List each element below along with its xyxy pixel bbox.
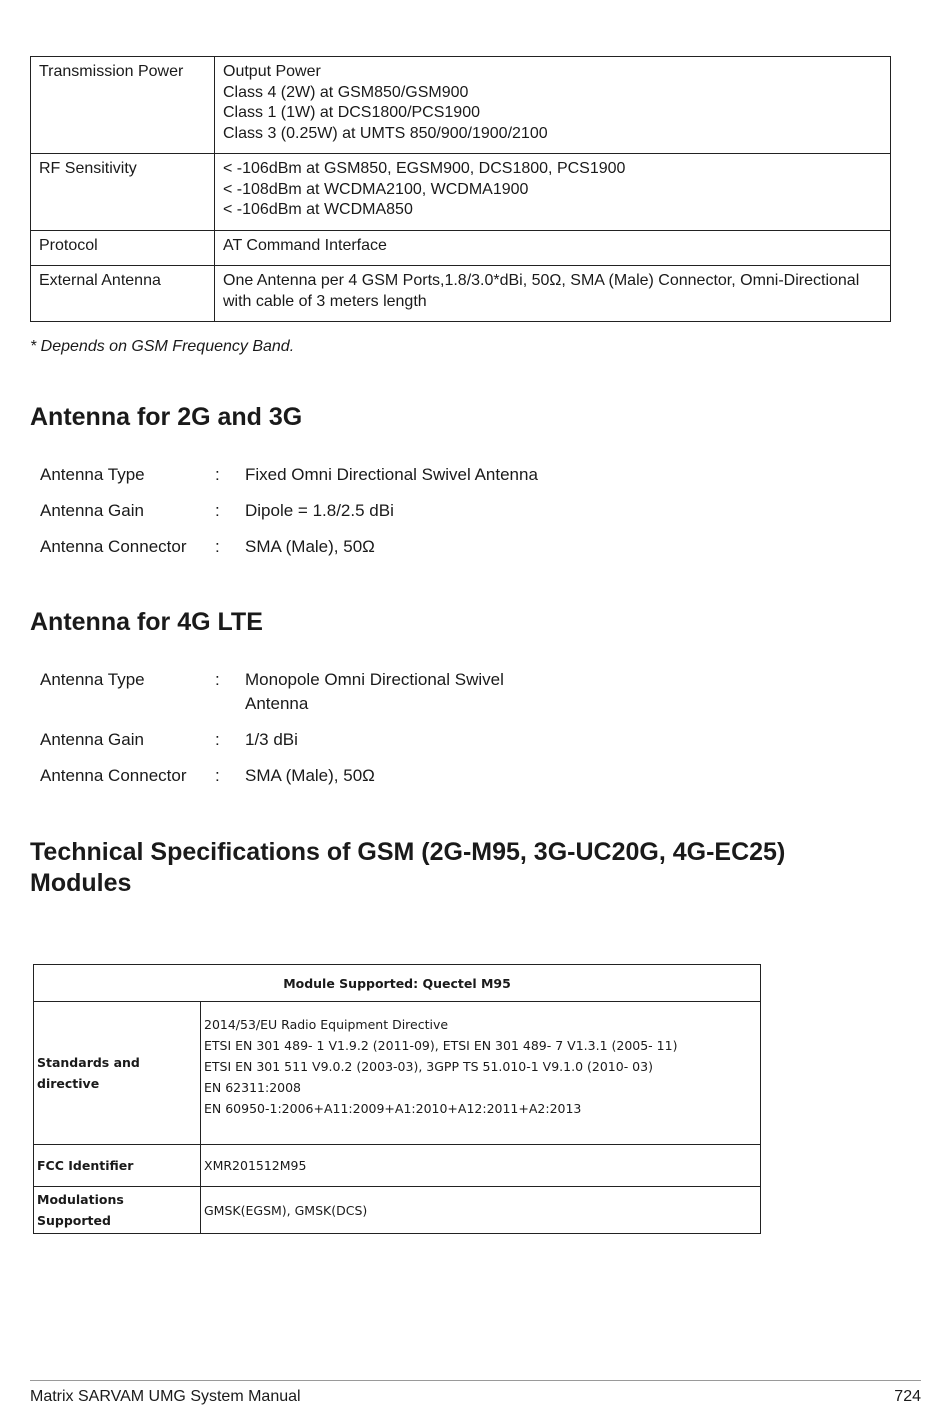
spec-label: External Antenna	[31, 266, 215, 322]
module-table	[33, 964, 761, 1234]
table-header-row	[34, 965, 761, 1002]
spec-table	[30, 56, 891, 322]
heading-line: Technical Specifications of GSM (2G-M95, 3G-UC20G, 4G-EC25)	[30, 838, 786, 866]
footer-divider	[30, 1380, 921, 1381]
standard-line: 2014/53/EU Radio Equipment Directive	[204, 1017, 449, 1032]
kv-key: Antenna Gain	[40, 501, 144, 520]
kv-colon: :	[215, 670, 220, 689]
spec-label: Transmission Power	[31, 57, 215, 154]
section-heading-tech-specs	[30, 837, 785, 899]
kv-colon: :	[215, 501, 220, 520]
table-row	[34, 1002, 761, 1145]
table-row	[34, 1145, 761, 1187]
module-value: GMSK(EGSM), GMSK(DCS)	[201, 1187, 761, 1234]
kv-value: Monopole Omni Directional Swivel Antenna	[245, 670, 504, 713]
module-label: Standards and directive	[34, 1002, 201, 1145]
kv-value: SMA (Male), 50Ω	[245, 766, 375, 785]
spec-value-line: Class 4 (2W) at GSM850/GSM900	[223, 83, 469, 101]
spec-value-line: < -106dBm at WCDMA850	[223, 201, 413, 218]
spec-value-line: Class 1 (1W) at DCS1800/PCS1900	[223, 104, 480, 121]
spec-label: RF Sensitivity	[31, 154, 215, 231]
spec-label: Protocol	[31, 230, 215, 266]
table-row	[31, 57, 891, 154]
kv-value: SMA (Male), 50Ω	[245, 537, 375, 556]
standard-line: ETSI EN 301 511 V9.0.2 (2003-03), 3GPP TS 51.010-1 V9.1.0 (2010- 03)	[204, 1059, 653, 1074]
page-number: 724	[894, 1388, 921, 1405]
module-label: FCC Identifier	[34, 1145, 201, 1187]
standard-line: ETSI EN 301 489- 1 V1.9.2 (2011-09), ETSI EN 301 489- 7 V1.3.1 (2005- 11)	[204, 1038, 678, 1053]
module-value	[201, 1002, 761, 1145]
standard-line: EN 60950-1:2006+A11:2009+A1:2010+A12:2011+A2:2013	[204, 1101, 582, 1116]
spec-value-line: Class 3 (0.25W) at UMTS 850/900/1900/2100	[223, 124, 548, 142]
spec-value-line: AT Command Interface	[223, 236, 387, 254]
table-row	[31, 266, 891, 322]
module-value: XMR201512M95	[201, 1145, 761, 1187]
kv-key: Antenna Type	[40, 670, 145, 689]
section-heading-antenna-2g-3g: Antenna for 2G and 3G	[30, 403, 303, 431]
kv-value: 1/3 dBi	[245, 730, 298, 749]
kv-key: Antenna Type	[40, 465, 145, 484]
section-heading-antenna-4g: Antenna for 4G LTE	[30, 608, 263, 636]
spec-value	[215, 230, 891, 266]
kv-value: Fixed Omni Directional Swivel Antenna	[245, 465, 538, 484]
footnote: * Depends on GSM Frequency Band.	[30, 338, 295, 355]
kv-value: Dipole = 1.8/2.5 dBi	[245, 501, 394, 520]
kv-key: Antenna Connector	[40, 537, 187, 556]
spec-value	[215, 266, 891, 322]
spec-value-line: Output Power	[223, 63, 321, 80]
kv-colon: :	[215, 730, 220, 749]
kv-colon: :	[215, 537, 220, 556]
module-table-header: Module Supported: Quectel M95	[34, 965, 761, 1002]
table-row	[31, 230, 891, 266]
kv-colon: :	[215, 465, 220, 484]
table-row	[31, 154, 891, 231]
spec-value-line: < -106dBm at GSM850, EGSM900, DCS1800, PCS1900	[223, 160, 626, 177]
spec-value	[215, 154, 891, 231]
standard-line: EN 62311:2008	[204, 1080, 302, 1095]
footer-title: Matrix SARVAM UMG System Manual	[30, 1388, 301, 1405]
module-label: Modulations Supported	[34, 1187, 201, 1234]
spec-value	[215, 57, 891, 154]
spec-value-line: < -108dBm at WCDMA2100, WCDMA1900	[223, 180, 529, 198]
kv-key: Antenna Connector	[40, 766, 187, 785]
spec-value-line: One Antenna per 4 GSM Ports,1.8/3.0*dBi, 50Ω, SMA (Male) Connector, Omni-Directional with cable of 3 meters length	[223, 272, 860, 310]
kv-key: Antenna Gain	[40, 730, 144, 749]
table-row	[34, 1187, 761, 1234]
kv-colon: :	[215, 766, 220, 785]
heading-line: Modules	[30, 869, 132, 897]
